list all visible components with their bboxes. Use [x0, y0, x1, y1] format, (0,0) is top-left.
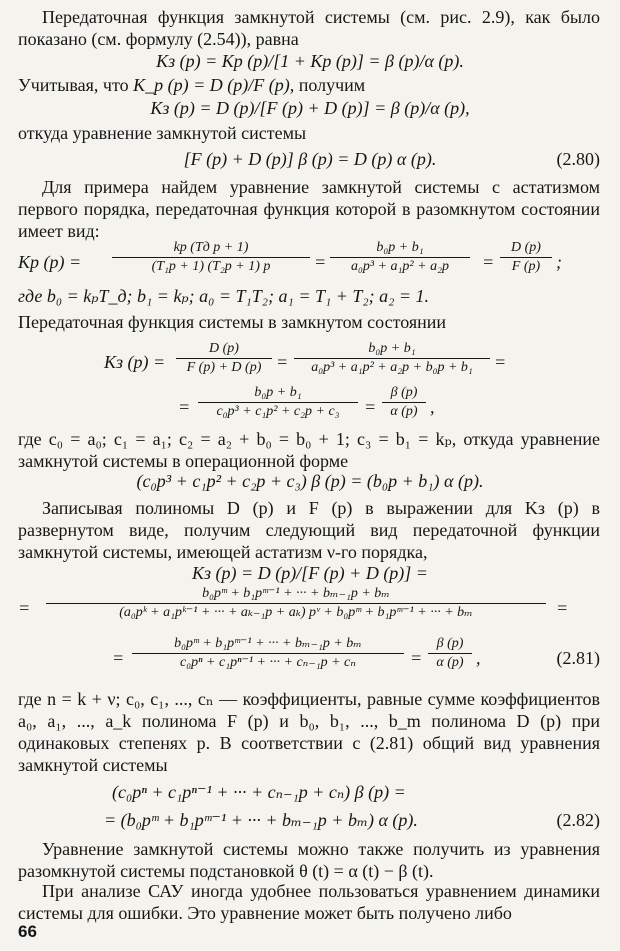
paragraph-expanded-polynomials: Записывая полиномы D (p) и F (p) в выражении для Kз (p) в развернутом виде, получим следующий вид передаточной функции замкнутой системы, имеющей астатизм ν-го порядка, — [18, 498, 600, 562]
equation-2-82-line-2: = (b₀pᵐ + b₁pᵐ⁻¹ + ··· + bₘ₋₁p + bₘ) α (p). — [104, 810, 418, 830]
equation-number-2-82: (2.82) — [556, 810, 600, 830]
eq4-fraction-1-numerator: kр (Tд p + 1) — [173, 240, 249, 255]
eq8-ratio-denominator: α (p) — [436, 655, 464, 670]
eq7-numerator: b₀pᵐ + b₁pᵐ⁻¹ + ··· + bₘ₋₁p + bₘ — [202, 586, 390, 601]
paragraph-where-coeffs: где b₀ = kₚT_д; b₁ = kₚ; a₀ = T₁T₂; a₁ = T₁ + T₂; a₂ = 1. — [18, 286, 430, 306]
eq5-fraction-2 — [294, 341, 490, 376]
eq5-fraction-4-denominator: α (p) — [390, 404, 418, 419]
eq8-comma: , — [476, 648, 481, 668]
eq8-ratio-numerator: β (p) — [436, 636, 464, 651]
equation-2-80: [F (p) + D (p)] β (p) = D (p) α (p). — [183, 149, 437, 169]
eq5-equals-3: = — [178, 397, 191, 417]
equation-number-2-80: (2.80) — [556, 149, 600, 169]
eq7-denominator: (a₀pᵏ + a₁pᵏ⁻¹ + ··· + aₖ₋₁p + aₖ) pᵛ + b₀pᵐ + b₁pᵐ⁻¹ + ··· + bₘ — [119, 605, 473, 620]
eq5-equals-2: = — [494, 352, 507, 372]
given-equation: K_р (p) = D (p)/F (p), — [133, 75, 295, 95]
given-tail-text: получим — [298, 75, 366, 95]
eq4-equals-1: = — [314, 252, 327, 272]
eq4-fraction-3-denominator: F (p) — [511, 259, 541, 274]
eq5-equals-1: = — [276, 352, 289, 372]
paragraph-example: Для примера найдем уравнение замкнутой системы с астатизмом первого порядка, передаточная функция которой в разомкнутом состоянии имеет вид: — [18, 177, 600, 241]
eq7-equals-left: = — [18, 598, 31, 618]
eq4-semicolon: ; — [556, 252, 562, 272]
eq8-equals-right: = — [410, 648, 423, 668]
eq5-fraction-4-numerator: β (p) — [390, 385, 418, 400]
eq5-fraction-3-denominator: c₀p³ + c₁p² + c₂p + c₃ — [216, 404, 340, 419]
eq7-equals-right: = — [556, 598, 569, 618]
eq5-fraction-1-numerator: D (p) — [209, 341, 239, 356]
eq5-fraction-1-denominator: F (p) + D (p) — [186, 360, 262, 375]
paragraph-error-equation: При анализе САУ иногда удобнее пользоваться уравнением динамики системы для ошибки. Это уравнение может быть получено либо — [18, 881, 600, 923]
eq4-fraction-3 — [500, 240, 552, 275]
eq4-fraction-1-denominator: (T₁p + 1) (T₂p + 1) p — [151, 259, 271, 274]
paragraph-intro: Передаточная функция замкнутой системы (см. рис. 2.9), как было показано (см. формулу (2.54)), равна — [18, 7, 600, 49]
eq5-fraction-4 — [382, 385, 426, 420]
eq5-fraction-2-numerator: b₀p + b₁ — [368, 341, 416, 356]
equation-operational-form: (c₀p³ + c₁p² + c₂p + c₃) β (p) = (b₀p + b₁) α (p). — [136, 471, 484, 491]
eq4-fraction-2-numerator: b₀p + b₁ — [376, 240, 424, 255]
equation-number-2-81: (2.81) — [556, 648, 600, 668]
eq5-fraction-3 — [198, 385, 358, 420]
page-number: 66 — [18, 922, 37, 941]
eq7-big-fraction — [46, 586, 546, 621]
eq4-fraction-2-denominator: a₀p³ + a₁p² + a₂p — [351, 259, 449, 274]
paragraph-substitution: Уравнение замкнутой системы можно также получить из уравнения разомкнутой системы подстановкой θ (t) = α (t) − β (t). — [18, 839, 600, 881]
eq5-fraction-3-numerator: b₀p + b₁ — [254, 385, 302, 400]
eq8-numerator: b₀pᵐ + b₁pᵐ⁻¹ + ··· + bₘ₋₁p + bₘ — [174, 636, 362, 651]
equation-2-82-line-1: (c₀pⁿ + c₁pⁿ⁻¹ + ··· + cₙ₋₁p + cₙ) β (p) = — [112, 782, 406, 802]
eq8-ratio — [428, 636, 472, 671]
eq5-equals-4: = — [364, 397, 377, 417]
eq8-equals-left: = — [112, 648, 125, 668]
eq4-fraction-2 — [330, 240, 470, 275]
eq4-equals-2: = — [482, 252, 495, 272]
equation-closed-loop-transfer: Kз (p) = Kр (p)/[1 + Kр (p)] = β (p)/α (p). — [156, 51, 464, 71]
given-lead-text: Учитывая, что — [18, 75, 129, 95]
eq5-fraction-2-denominator: a₀p³ + a₁p² + a₂p + b₀p + b₁ — [311, 360, 473, 375]
eq4-fraction-1 — [112, 240, 310, 275]
eq5-lhs: Kз (p) = — [104, 352, 166, 372]
paragraph-where-n: где n = k + ν; c₀, c₁, ..., cₙ — коэффициенты, равные сумме коэффициентов a₀, a₁, ..., a_k полинома F (p) и b₀, b₁, ..., b_m полинома D (p) при одинаковых степенях p. В соответствии с (2.81) общий вид уравнения замкнутой системы — [18, 689, 600, 775]
eq5-comma: , — [430, 397, 435, 417]
equation-closed-loop-dp-fp: Kз (p) = D (p)/[F (p) + D (p)] = β (p)/α (p), — [150, 98, 470, 118]
paragraph-where-c: где c₀ = a₀; c₁ = a₁; c₂ = a₂ + b₀ = b₀ + 1; c₃ = b₁ = kₚ, откуда уравнение замкнутой системы в операционной форме — [18, 429, 600, 471]
eq4-lhs: Kр (p) = — [18, 252, 82, 272]
paragraph-given — [18, 74, 600, 96]
paragraph-closed-state: Передаточная функция системы в замкнутом состоянии — [18, 312, 447, 332]
eq5-fraction-1 — [176, 341, 272, 376]
paragraph-whence: откуда уравнение замкнутой системы — [18, 123, 307, 143]
eq8-denominator: c₀pⁿ + c₁pⁿ⁻¹ + ··· + cₙ₋₁p + cₙ — [180, 655, 356, 670]
eq8-fraction — [132, 636, 404, 671]
equation-astatism-top: Kз (p) = D (p)/[F (p) + D (p)] = — [192, 563, 428, 583]
eq4-fraction-3-numerator: D (p) — [511, 240, 541, 255]
